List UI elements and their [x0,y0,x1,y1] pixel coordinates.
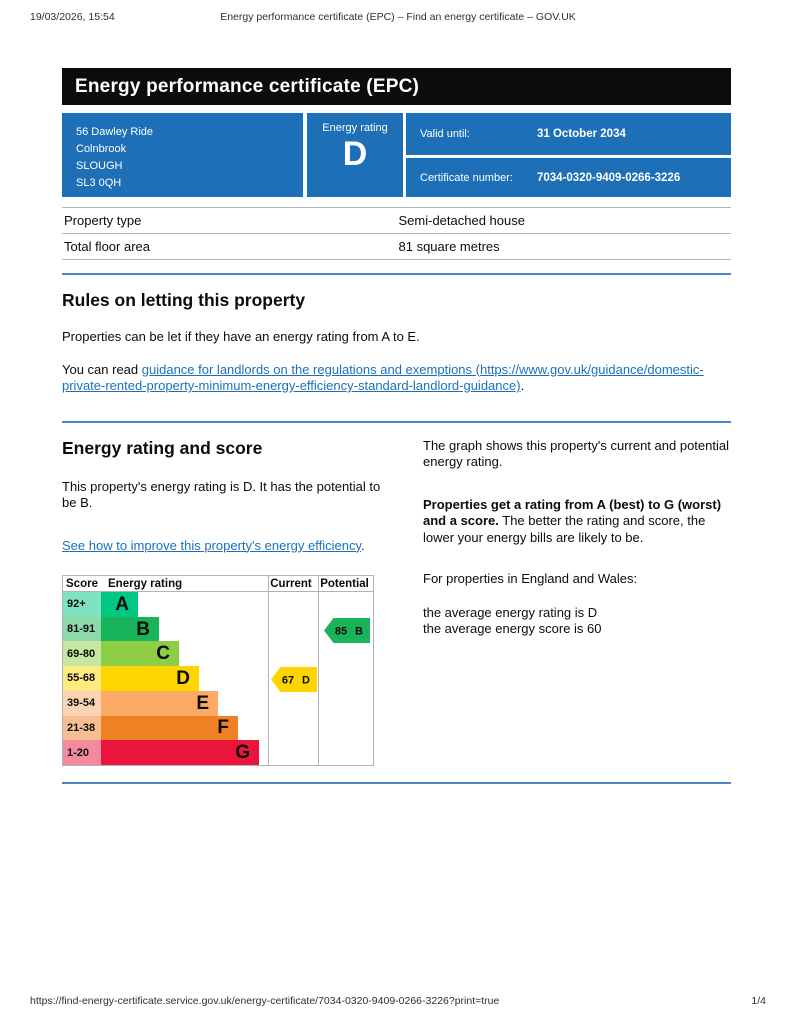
svg-text:D: D [302,674,310,687]
current-column-header: Current [270,577,312,590]
epc-band-letter: A [115,593,129,615]
rating-column-header: Energy rating [108,577,183,590]
valid-until-box [406,113,731,155]
property-type-label: Property type [62,208,397,234]
potential-column-header: Potential [320,577,369,590]
epc-band-letter: E [196,692,209,714]
section-divider [62,273,731,275]
print-datetime: 19/03/2026, 15:54 [30,11,115,23]
property-details-table [62,207,731,260]
energy-rating-letter: D [342,135,368,173]
address-line-4: SL3 0QH [76,177,122,190]
improve-paragraph [62,538,392,555]
validity-stack [406,113,731,197]
epc-band-letter: F [217,717,229,739]
print-page-number: 1/4 [751,995,766,1007]
epc-band-row-d [63,666,373,691]
epc-rating-graph [62,575,374,766]
address-line-3: SLOUGH [76,160,123,173]
rating-scale-bold: Properties get a rating from A (best) to G (worst) and a score. [423,496,722,528]
epc-band-bar [101,666,199,691]
floor-area-label: Total floor area [62,234,397,260]
letting-heading: Rules on letting this property [62,290,306,310]
certificate-number-value: 7034-0320-9409-0266-3226 [537,171,681,184]
epc-band-row-g [63,740,373,765]
graph-explainer-paragraph: The graph shows this property's current and potential energy rating. [423,437,729,469]
potential-rating-arrow [324,618,370,643]
average-score-line: the average energy score is 60 [423,621,602,636]
epc-score-range: 1-20 [63,740,101,765]
landlord-guidance-link[interactable]: guidance for landlords on the regulations and exemptions (https://www.gov.uk/guidance/domestic-private-rented-property-minimum-energy-efficiency-standard-landlord-guidance) [62,361,704,393]
average-rating-line: the average energy rating is D [423,604,598,620]
epc-band-bar [101,691,218,716]
address-line-1: 56 Dawley Ride [76,126,154,138]
epc-band-row-a [63,592,373,617]
epc-band-letter: D [176,667,190,689]
rating-right-column [423,438,731,638]
epc-score-range: 21-38 [63,716,101,741]
potential-column-divider [318,576,319,765]
epc-score-range: 92+ [63,592,101,617]
epc-band-letter: B [136,618,150,640]
epc-band-bar [101,740,259,765]
browser-print-footer [30,995,766,1007]
energy-rating-label: Energy rating [322,122,388,134]
energy-rating-box [307,113,403,197]
print-page-title: Energy performance certificate (EPC) – Find an energy certificate – GOV.UK [220,11,576,23]
rating-left-column [62,438,392,766]
print-url: https://find-energy-certificate.service.gov.uk/energy-certificate/7034-0320-9409-0266-3226?print=true [30,995,500,1007]
epc-score-range: 39-54 [63,691,101,716]
address-line-2: Colnbrook [76,143,127,156]
epc-band-row-e [63,691,373,716]
rating-paragraph: This property's energy rating is D. It has the potential to be B. [62,478,381,510]
epc-band-bar [101,641,179,666]
averages-paragraph [423,605,731,638]
certificate-content [62,68,731,784]
rating-scale-rest: The better the rating and score, the lower your energy bills are likely to be. [423,513,706,545]
guidance-suffix: . [520,378,525,393]
floor-area-value: 81 square metres [397,234,732,260]
current-column-divider [268,576,269,765]
table-row [62,234,731,260]
england-wales-paragraph: For properties in England and Wales: [423,571,638,586]
guidance-prefix: You can read [62,361,142,377]
epc-score-range: 69-80 [63,641,101,666]
epc-score-range: 81-91 [63,617,101,642]
epc-band-letter: C [156,643,170,665]
certificate-banner [62,68,731,105]
current-rating-arrow [271,667,317,692]
certificate-number-label: Certificate number: [420,171,513,184]
score-column-header: Score [66,577,98,590]
epc-band-bar [101,617,159,642]
certificate-number-box [406,158,731,197]
improve-efficiency-link[interactable]: See how to improve this property's energy efficiency [62,537,361,553]
rating-columns [62,438,731,766]
epc-score-range: 55-68 [63,666,101,691]
rating-scale-paragraph [423,497,731,547]
letting-paragraph: Properties can be let if they have an energy rating from A to E. [62,329,420,344]
svg-text:67: 67 [281,674,295,687]
epc-band-letter: G [235,742,250,764]
certificate-title: Energy performance certificate (EPC) [75,75,420,97]
epc-band-bar [101,716,238,741]
improve-suffix: . [360,537,365,553]
section-divider [62,782,731,784]
valid-until-label: Valid until: [420,128,470,140]
epc-band-row-f [63,716,373,741]
valid-until-value: 31 October 2034 [537,128,626,140]
epc-band-bar [101,592,138,617]
property-type-value: Semi-detached house [397,208,732,234]
svg-text:85: 85 [334,625,348,638]
section-divider [62,421,731,423]
epc-band-row-c [63,641,373,666]
table-row [62,208,731,234]
rating-heading: Energy rating and score [62,437,263,458]
epc-graph-header [63,576,373,592]
property-address [62,113,303,197]
letting-guidance-paragraph [62,362,731,395]
summary-boxes [62,113,731,197]
browser-print-header [30,11,766,23]
svg-text:B: B [355,625,363,638]
